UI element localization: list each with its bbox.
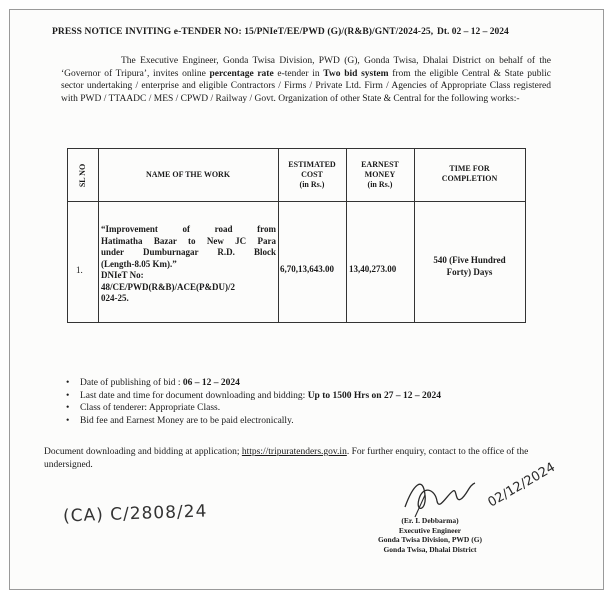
- document-download-paragraph: Document downloading and bidding at application; https://tripuratenders.gov.in. For further enquiry, contact to the office of the undersigned.: [44, 447, 529, 470]
- intro-text-1: The Executive Engineer, Gonda Twisa Division, PWD (G), Gonda Twisa, Dhalai District on behalf of the ‘Governor of Tripura’, invites online: [61, 56, 551, 79]
- intro-text-3: from the eligible Central & State public sector undertaking / enterprise and eligible Contractors / Firms / Private Ltd. Firm / Agencies of Appropriate Class registered with PWD / TTAADC / MES / CPWD / Railway / Govt. Organization of other State & Central for the following works:-: [61, 68, 552, 105]
- signature-mark: [395, 455, 558, 523]
- row-name-of-work: “Improvement of road from Hatimatha Bazar to New JC Para under Dumburnagar R.D. Block (Length-8.05 Km).” DNIeT No: 48/CE/PWD(R&B)/ACE(P&DU)/2 024-25.: [101, 224, 276, 303]
- handwritten-reference-note: (CA) C/2808/24: [62, 501, 208, 527]
- header-sl-no: SL NO: [78, 163, 88, 187]
- tender-details-list: [66, 377, 441, 427]
- list-item-fee: • Bid fee and Earnest Money are to be paid electronically.: [66, 415, 441, 428]
- list-item-last-date: • Last date and time for document downloading and bidding: Up to 1500 Hrs on 27 – 12 – 2024: [66, 390, 441, 403]
- header-time-for-completion: TIME FOR COMPLETION: [441, 164, 498, 183]
- notice-date: Dt. 02 – 12 – 2024: [437, 27, 509, 37]
- intro-bold-percentage-rate: percentage rate: [209, 68, 274, 79]
- header-earnest-money: EARNEST MONEY (in Rs.): [361, 160, 399, 189]
- signatory-location: Gonda Twisa, Dhalai District: [383, 544, 477, 554]
- list-item-publish-date: • Date of publishing of bid : 06 – 12 – 2024: [66, 377, 441, 390]
- signatory-block: [350, 516, 510, 554]
- signatory-name: (Er. I. Debbarma): [401, 516, 459, 525]
- header-divider: [68, 201, 525, 202]
- tender-table: [67, 148, 526, 323]
- notice-title: PRESS NOTICE INVITING e-TENDER NO: 15/PNIeT/EE/PWD (G)/(R&B)/GNT/2024-25,: [52, 27, 434, 37]
- header-estimated-cost: ESTIMATED COST (in Rs.): [288, 160, 336, 189]
- row-estimated-cost: 6,70,13,643.00: [280, 264, 334, 274]
- signatory-division: Gonda Twisa Division, PWD (G): [377, 535, 483, 544]
- row-sl-number: 1.: [76, 265, 83, 275]
- list-item-class: • Class of tenderer: Appropriate Class.: [66, 402, 441, 415]
- row-earnest-money: 13,40,273.00: [349, 264, 397, 274]
- intro-text-2: e-tender in: [273, 68, 324, 79]
- header-name-of-work: NAME OF THE WORK: [145, 170, 231, 179]
- signature-date: 02/12/2024: [485, 460, 558, 511]
- signatory-designation: Executive Engineer: [398, 525, 462, 535]
- row-time-for-completion: 540 (Five Hundred Forty) Days: [433, 255, 506, 277]
- intro-bold-two-bid: Two bid system: [323, 68, 389, 79]
- intro-paragraph: [61, 55, 551, 106]
- signature-stroke: [405, 483, 475, 508]
- tender-portal-link[interactable]: https://tripuratenders.gov.in: [241, 447, 347, 457]
